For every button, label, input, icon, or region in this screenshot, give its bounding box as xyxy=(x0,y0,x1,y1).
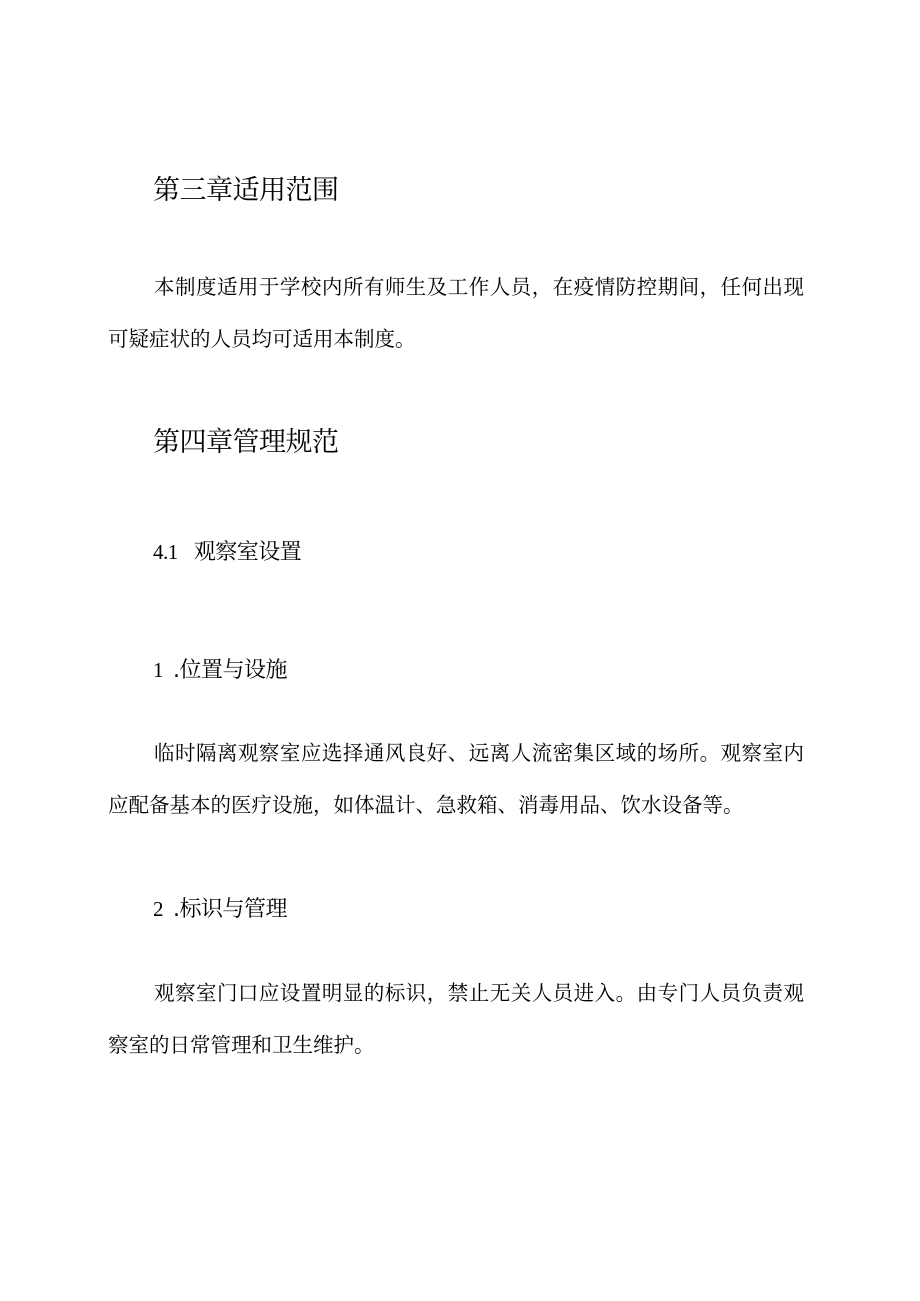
item-2-heading xyxy=(153,894,287,925)
item-2-paragraph: 观察室门口应设置明显的标识，禁止无关人员进入。由专门人员负责观察室的日常管理和卫生维护。 xyxy=(108,981,804,1057)
section-4-1-heading xyxy=(153,537,301,568)
item-1-heading xyxy=(153,655,287,686)
item-1-title: .位置与设施 xyxy=(173,658,287,683)
item-1-paragraph: 临时隔离观察室应选择通风良好、远离人流密集区域的场所。观察室内应配备基本的医疗设施，如体温计、急救箱、消毒用品、饮水设备等。 xyxy=(108,741,804,817)
section-4-1-title: 观察室设置 xyxy=(193,540,302,565)
chapter-3-paragraph: 本制度适用于学校内所有师生及工作人员，在疫情防控期间，任何出现可疑症状的人员均可适用本制度。 xyxy=(108,275,804,351)
item-1-number: 1 xyxy=(153,658,163,682)
item-2-title: .标识与管理 xyxy=(173,897,287,922)
chapter-3-title: 第三章适用范围 xyxy=(153,175,339,206)
chapter-4-title: 第四章管理规范 xyxy=(153,427,339,458)
section-4-1-number: 4.1 xyxy=(153,540,178,564)
item-2-number: 2 xyxy=(153,897,163,921)
